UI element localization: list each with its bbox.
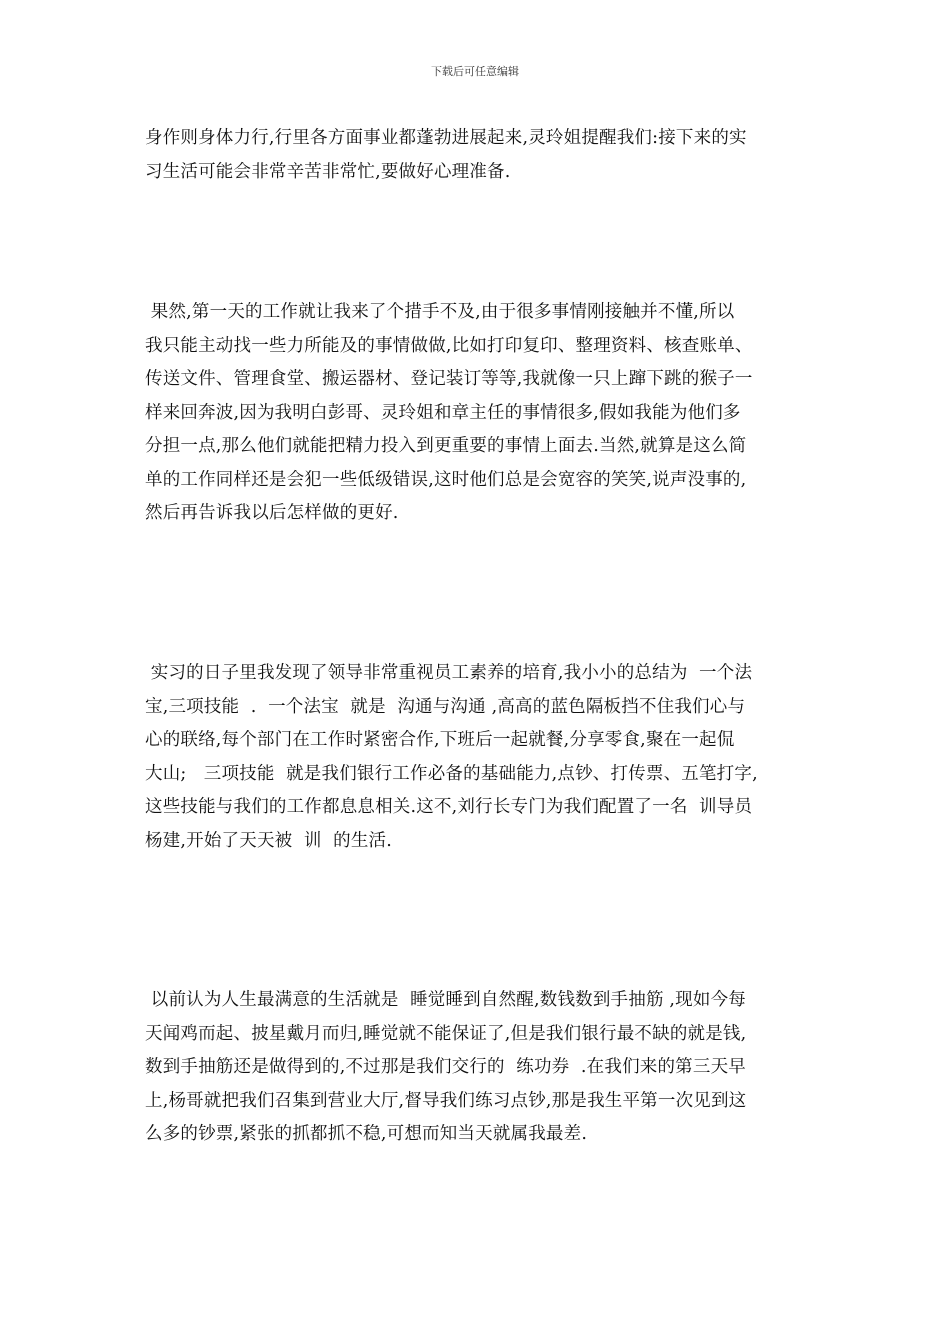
page-header: 下载后可任意编辑 xyxy=(431,65,519,78)
text-line: 以前认为人生最满意的生活就是 睡觉睡到自然醒,数钱数到手抽筋 ,现如今每 xyxy=(145,990,746,1010)
text-line: 单的工作同样还是会犯一些低级错误,这时他们总是会宽容的笑笑,说声没事的, xyxy=(145,469,747,490)
text-line: 样来回奔波,因为我明白彭哥、灵玲姐和章主任的事情很多,假如我能为他们多 xyxy=(145,402,741,423)
text-line: 数到手抽筋还是做得到的,不过那是我们交行的 练功券 .在我们来的第三天早 xyxy=(145,1057,746,1077)
text-line: 分担一点,那么他们就能把精力投入到更重要的事情上面去.当然,就算是这么简 xyxy=(145,436,747,456)
text-line: 杨建,开始了天天被 训 的生活. xyxy=(145,830,392,851)
text-line: 身作则身体力行,行里各方面事业都蓬勃进展起来,灵玲姐提醒我们:接下来的实 xyxy=(145,128,747,148)
text-line: 传送文件、管理食堂、搬运器材、登记装订等等,我就像一只上蹿下跳的猴子一 xyxy=(145,369,753,389)
paragraph-1 xyxy=(145,122,817,189)
paragraph-3 xyxy=(145,657,817,858)
text-line: 实习的日子里我发现了领导非常重视员工素养的培育,我小小的总结为 一个法 xyxy=(145,663,753,683)
text-line: 然后再告诉我以后怎样做的更好. xyxy=(145,503,399,523)
paragraph-4 xyxy=(145,984,817,1152)
text-line: 我只能主动找一些力所能及的事情做做,比如打印复印、整理资料、核查账单、 xyxy=(145,335,753,356)
text-line: 大山; 三项技能 就是我们银行工作必备的基础能力,点钞、打传票、五笔打字, xyxy=(145,763,758,784)
text-line: 习生活可能会非常辛苦非常忙,要做好心理准备. xyxy=(145,161,511,182)
text-line: 心的联络,每个部门在工作时紧密合作,下班后一起就餐,分享零食,聚在一起侃 xyxy=(145,730,735,750)
text-line: 么多的钞票,紧张的抓都抓不稳,可想而知当天就属我最差. xyxy=(145,1124,588,1144)
text-line: 果然,第一天的工作就让我来了个措手不及,由于很多事情刚接触并不懂,所以 xyxy=(145,302,735,322)
text-line: 宝,三项技能 . 一个法宝 就是 沟通与沟通 ,高高的蓝色隔板挡不住我们心与 xyxy=(145,696,746,717)
text-line: 上,杨哥就把我们召集到营业大厅,督导我们练习点钞,那是我生平第一次见到这 xyxy=(145,1090,747,1111)
text-line: 这些技能与我们的工作都息息相关.这不,刘行长专门为我们配置了一名 训导员 xyxy=(145,797,753,817)
paragraph-2 xyxy=(145,296,817,531)
text-line: 天闻鸡而起、披星戴月而归,睡觉就不能保证了,但是我们银行最不缺的就是钱, xyxy=(145,1023,747,1044)
